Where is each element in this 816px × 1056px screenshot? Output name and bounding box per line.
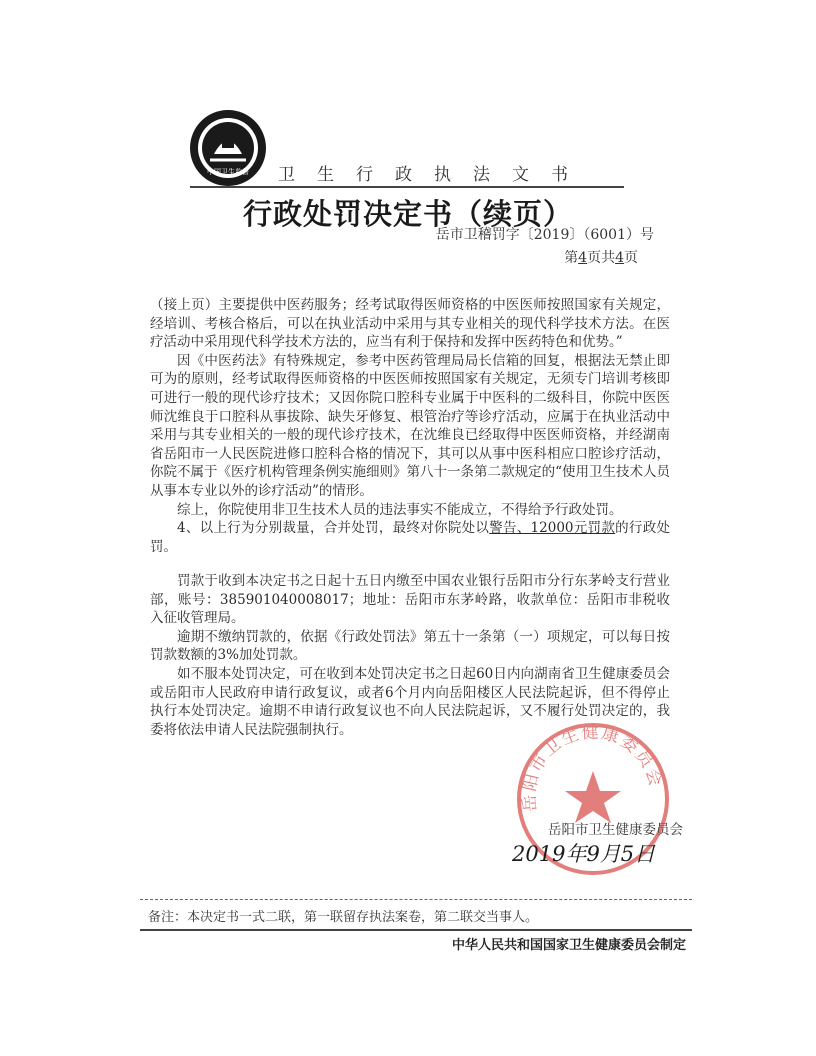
page-suffix: 页 [624, 250, 638, 266]
document-number: 岳市卫稽罚字〔2019〕（6001）号 [435, 227, 654, 243]
penalty-amount: 警告、12000元罚款 [489, 520, 616, 537]
appeal-paragraph: 如不服本处罚决定，可在收到本处罚决定书之日起60日内向湖南省卫生健康委员会或岳阳市人民政府申请行政复议，或者6个月内向岳阳楼区人民法院起诉，但不得停止执行本处罚决定。逾期不申请行政复议也不向人民法院起诉，又不履行处罚决定的，我委将依法申请人民法院强制执行。 [150, 665, 670, 738]
page-title: 行政处罚决定书（续页） [242, 197, 573, 231]
document-type-header: 卫生行政执法文书 [278, 165, 590, 185]
penalty-intro: 4、以上行为分别裁量，合并处罚，最终对你院处以 [177, 520, 490, 537]
penalty-paragraph [150, 519, 670, 556]
health-supervision-emblem-icon [188, 108, 268, 188]
issuing-organization: 岳阳市卫生健康委员会 [548, 822, 683, 838]
note-divider [140, 899, 692, 900]
footer-rule [140, 929, 692, 931]
remark-note: 备注：本决定书一式二联，第一联留存执法案卷，第二联交当事人。 [148, 910, 539, 925]
page-current: 4 [578, 250, 588, 266]
overdue-paragraph: 逾期不缴纳罚款的，依据《行政处罚法》第五十一条第（一）项规定，可以每日按罚款数额的3%加处罚款。 [150, 628, 670, 664]
payment-section [150, 572, 670, 739]
page-prefix: 第 [564, 250, 579, 266]
handwritten-date: 2019年9月5日 [512, 842, 656, 866]
decision-body [150, 296, 670, 556]
continued-paragraph: （接上页）主要提供中医药服务；经考试取得医师资格的中医医师按照国家有关规定，经培训、考核合格后，可以在执业活动中采用与其专业相关的现代科学技术方法。在医疗活动中采用现代科学技术方法的，应当有利于保持和发挥中医药特色和优势。” [150, 297, 670, 351]
payment-paragraph: 罚款于收到本决定书之日起十五日内缴至中国农业银行岳阳市分行东茅岭支行营业部，账号：385901040008017；地址：岳阳市东茅岭路，收款单位：岳阳市非税收入征收管理局。 [150, 573, 670, 627]
footer-maker: 中华人民共和国国家卫生健康委员会制定 [451, 938, 686, 953]
page-number [564, 247, 638, 267]
penalty-suffix: 的行政处罚。 [150, 520, 671, 555]
reasoning-paragraph: 因《中医药法》有特殊规定，参考中医药管理局局长信箱的回复，根据法无禁止即可为的原则，经考试取得医师资格的中医医师按照国家有关规定，无须专门培训考核即可进行一般的现代诊疗技术；又因你院口腔科专业属于中医科的二级科目，你院中医医师沈维良于口腔科从事拔除、缺失牙修复、根管治疗等诊疗活动，应属于在执业活动中采用与其专业相关的一般的现代诊疗技术，在沈维良已经取得中医医师资格，并经湖南省岳阳市一人民医院进修口腔科合格的情况下，其可以从事中医科相应口腔诊疗活动，你院不属于《医疗机构管理条例实施细则》第八十一条第二款规定的“使用卫生技术人员从事本专业以外的诊疗活动”的情形。 [150, 352, 670, 499]
seal-text: 岳阳市卫生健康委员会 [519, 722, 666, 813]
page-total: 4 [615, 250, 624, 266]
header-rule [190, 186, 624, 188]
page-mid: 页共 [587, 250, 616, 266]
emblem-text: 中国卫生监督 [207, 168, 249, 176]
conclusion-paragraph: 综上，你院使用非卫生技术人员的违法事实不能成立，不得给予行政处罚。 [177, 501, 623, 518]
